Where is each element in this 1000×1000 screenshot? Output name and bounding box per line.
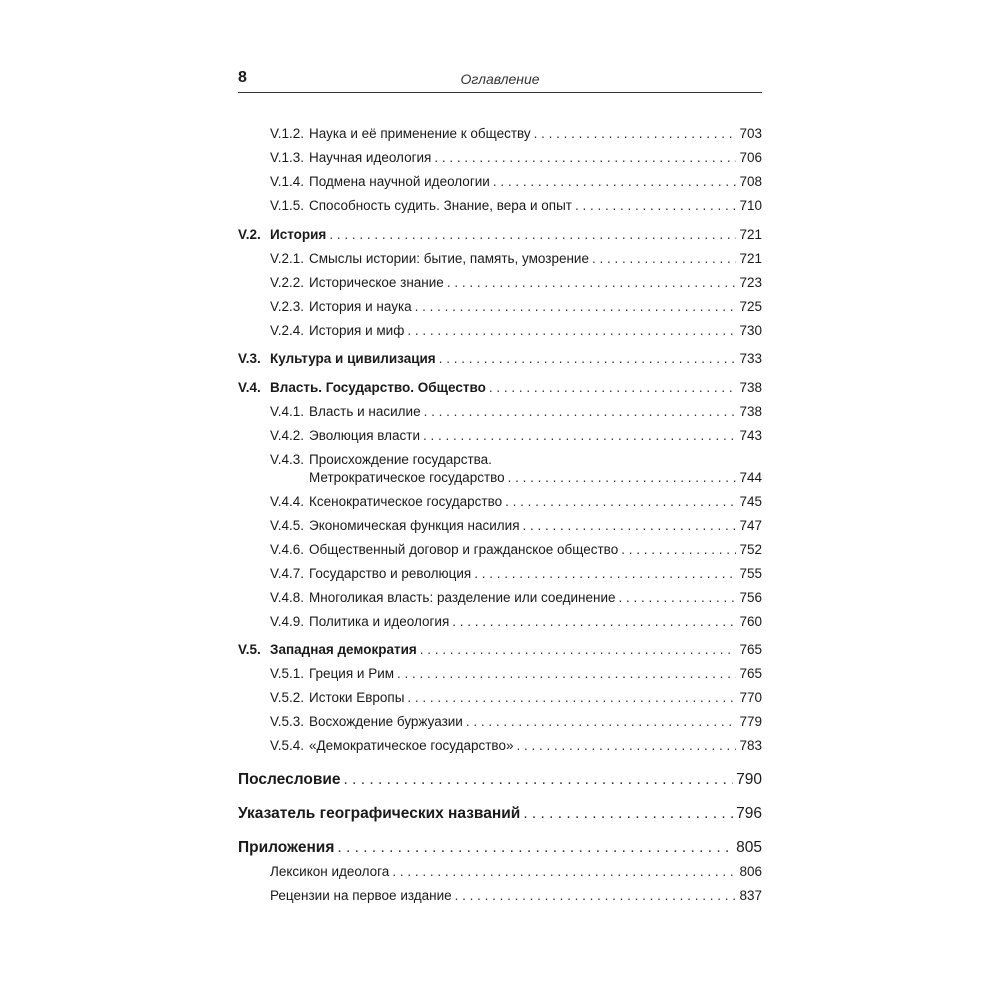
toc-entry-page: 765 [739, 666, 762, 681]
toc-entry-page: 743 [739, 428, 762, 443]
page-number: 8 [238, 69, 247, 86]
toc-entry[interactable] [270, 713, 762, 731]
leader-dots [407, 322, 736, 340]
toc-entry[interactable] [270, 274, 762, 292]
toc-entry[interactable] [270, 493, 762, 511]
leader-dots [523, 517, 737, 535]
leader-dots [439, 350, 737, 368]
leader-dots [592, 250, 736, 268]
toc-entry[interactable] [270, 517, 762, 535]
leader-dots [619, 589, 737, 607]
toc-entry-page: 710 [739, 198, 762, 213]
leader-dots [534, 125, 737, 143]
leader-dots [420, 641, 737, 659]
leader-dots [505, 493, 736, 511]
toc-entry-page: 770 [739, 690, 762, 705]
toc-entry-number: V.4.5. [270, 518, 305, 533]
toc-section-title: Западная демократия [270, 642, 417, 657]
leader-dots [474, 565, 736, 583]
toc-entry-page: 747 [739, 518, 762, 533]
leader-dots [523, 805, 733, 823]
toc-entry-title: Эволюция власти [309, 428, 420, 443]
toc-entry-page: 745 [739, 494, 762, 509]
toc-entry-title: Экономическая функция насилия [309, 518, 520, 533]
leader-dots [466, 713, 737, 731]
toc-entry-page: 744 [739, 470, 762, 485]
toc-section-page: 738 [739, 380, 762, 395]
leader-dots [344, 771, 734, 789]
leader-dots [452, 613, 736, 631]
toc-entry-title: Власть и насилие [309, 404, 421, 419]
leader-dots [407, 689, 736, 707]
toc-entry[interactable] [270, 613, 762, 631]
toc-entry-title: Восхождение буржуазии [309, 714, 463, 729]
toc-entry-title: Греция и Рим [309, 666, 395, 681]
toc-entry-number: V.5.2. [270, 690, 305, 705]
toc-section-title: Власть. Государство. Общество [270, 380, 486, 395]
toc-entry[interactable] [270, 863, 762, 881]
toc-entry-number: V.4.3. [270, 452, 305, 467]
toc-entry-first-line[interactable] [270, 451, 762, 469]
running-title: Оглавление [460, 71, 540, 87]
leader-dots [434, 149, 736, 167]
toc-entry[interactable] [270, 887, 762, 905]
toc-chapter-page: 796 [736, 805, 762, 822]
toc-entry-title: История и миф [309, 323, 405, 338]
toc-entry-title: Подмена научной идеологии [309, 174, 490, 189]
leader-dots [329, 226, 736, 244]
toc-entry-page: 837 [739, 888, 762, 903]
toc-entry-page: 725 [739, 299, 762, 314]
toc-entry-title: Истоки Европы [309, 690, 405, 705]
toc-entry[interactable] [270, 322, 762, 340]
toc-entry-title: Ксенократическое государство [309, 494, 503, 509]
leader-dots [621, 541, 736, 559]
toc-entry-title: Наука и её применение к обществу [309, 126, 531, 141]
toc-entry[interactable] [270, 427, 762, 445]
toc-entry-page: 706 [739, 150, 762, 165]
leader-dots [423, 427, 736, 445]
toc-entry-number: V.5.4. [270, 738, 305, 753]
leader-dots [415, 298, 737, 316]
toc-chapter-page: 790 [736, 771, 762, 788]
toc-chapter-appendices[interactable] [238, 839, 762, 857]
toc-section-page: 733 [739, 351, 762, 366]
toc-entry-number: V.4.9. [270, 614, 305, 629]
toc-entry-number: V.4.1. [270, 404, 305, 419]
leader-dots [397, 665, 736, 683]
toc-section-number: V.4. [238, 380, 261, 395]
toc-entry-page: 783 [739, 738, 762, 753]
leader-dots [455, 887, 737, 905]
toc-entry-number: V.1.2. [270, 126, 305, 141]
toc-entry-page: 755 [739, 566, 762, 581]
toc-entry[interactable] [270, 565, 762, 583]
toc-entry-title-line2: Метрократическое государство [309, 470, 505, 485]
toc-entry-number: V.2.3. [270, 299, 305, 314]
toc-entry-number: V.5.3. [270, 714, 305, 729]
toc-entry-title: Политика и идеология [309, 614, 450, 629]
toc-entry-title: Научная идеология [309, 150, 432, 165]
toc-entry[interactable] [270, 737, 762, 755]
toc-entry-page: 756 [739, 590, 762, 605]
toc-entry-number: V.4.4. [270, 494, 305, 509]
leader-dots [516, 737, 736, 755]
toc-section-number: V.5. [238, 642, 261, 657]
toc-entry[interactable] [270, 173, 762, 191]
toc-entry-title: «Демократическое государство» [309, 738, 514, 753]
toc-entry[interactable] [270, 689, 762, 707]
toc-entry-page: 721 [739, 251, 762, 266]
toc-entry[interactable] [270, 298, 762, 316]
toc-section[interactable] [238, 641, 762, 659]
toc-entry-title: Рецензии на первое издание [270, 888, 452, 903]
toc-section[interactable] [238, 350, 762, 368]
toc-entry-number: V.4.2. [270, 428, 305, 443]
toc-entry-page: 730 [739, 323, 762, 338]
toc-chapter-geo-index[interactable] [238, 805, 762, 823]
toc-section[interactable] [238, 379, 762, 397]
leader-dots [508, 469, 737, 487]
toc-entry[interactable] [270, 541, 762, 559]
toc-entry[interactable] [270, 197, 762, 215]
toc-entry-title: Смыслы истории: бытие, память, умозрение [309, 251, 589, 266]
toc-entry-page: 703 [739, 126, 762, 141]
toc-entry-title: Способность судить. Знание, вера и опыт [309, 198, 572, 213]
toc-entry-title: Общественный договор и гражданское общество [309, 542, 619, 557]
leader-dots [575, 197, 736, 215]
toc-chapter-title: Приложения [238, 839, 335, 856]
toc-section-page: 765 [739, 642, 762, 657]
toc-entry[interactable] [270, 149, 762, 167]
toc-entry-number: V.2.2. [270, 275, 305, 290]
toc-entry-title: Многоликая власть: разделение или соединение [309, 590, 616, 605]
toc-entry-title: Лексикон идеолога [270, 864, 390, 879]
leader-dots [392, 863, 736, 881]
toc-section-number: V.2. [238, 227, 261, 242]
toc-entry-number: V.4.6. [270, 542, 305, 557]
toc-chapter-afterword[interactable] [238, 771, 762, 789]
toc-chapter-title: Указатель географических названий [238, 805, 521, 822]
toc-entry-page: 752 [739, 542, 762, 557]
toc-section-number: V.3. [238, 351, 261, 366]
leader-dots [493, 173, 737, 191]
toc-entry-page: 708 [739, 174, 762, 189]
toc-section-title: История [270, 227, 327, 242]
leader-dots [489, 379, 737, 397]
toc-entry[interactable] [270, 125, 762, 143]
toc-section[interactable] [238, 226, 762, 244]
toc-section-page: 721 [739, 227, 762, 242]
toc-entry[interactable] [270, 589, 762, 607]
leader-dots [447, 274, 737, 292]
toc-entry-number: V.4.7. [270, 566, 305, 581]
toc-entry-number: V.1.3. [270, 150, 305, 165]
toc-chapter-title: Послесловие [238, 771, 341, 788]
leader-dots [337, 839, 733, 857]
toc-chapter-page: 805 [736, 839, 762, 856]
toc-entry-number: V.4.8. [270, 590, 305, 605]
toc-entry-title: Историческое знание [309, 275, 444, 290]
toc-entry-title-line1: Происхождение государства. [309, 452, 492, 467]
toc-entry-title: История и наука [309, 299, 412, 314]
toc-entry-title: Государство и революция [309, 566, 472, 581]
toc-entry-page: 760 [739, 614, 762, 629]
toc-entry-number: V.2.4. [270, 323, 305, 338]
toc-section-title: Культура и цивилизация [270, 351, 436, 366]
toc-entry-number: V.1.4. [270, 174, 305, 189]
toc-entry[interactable] [270, 403, 762, 421]
toc-entry-number: V.5.1. [270, 666, 305, 681]
toc-entry-page: 779 [739, 714, 762, 729]
toc-entry[interactable] [270, 665, 762, 683]
toc-entry-page: 738 [739, 404, 762, 419]
toc-entry-page: 806 [739, 864, 762, 879]
toc-entry-number: V.2.1. [270, 251, 305, 266]
leader-dots [424, 403, 737, 421]
toc-entry-page: 723 [739, 275, 762, 290]
toc-entry-number: V.1.5. [270, 198, 305, 213]
page-header [238, 66, 762, 93]
toc-entry[interactable] [270, 250, 762, 268]
toc-entry-second-line[interactable] [270, 469, 762, 487]
